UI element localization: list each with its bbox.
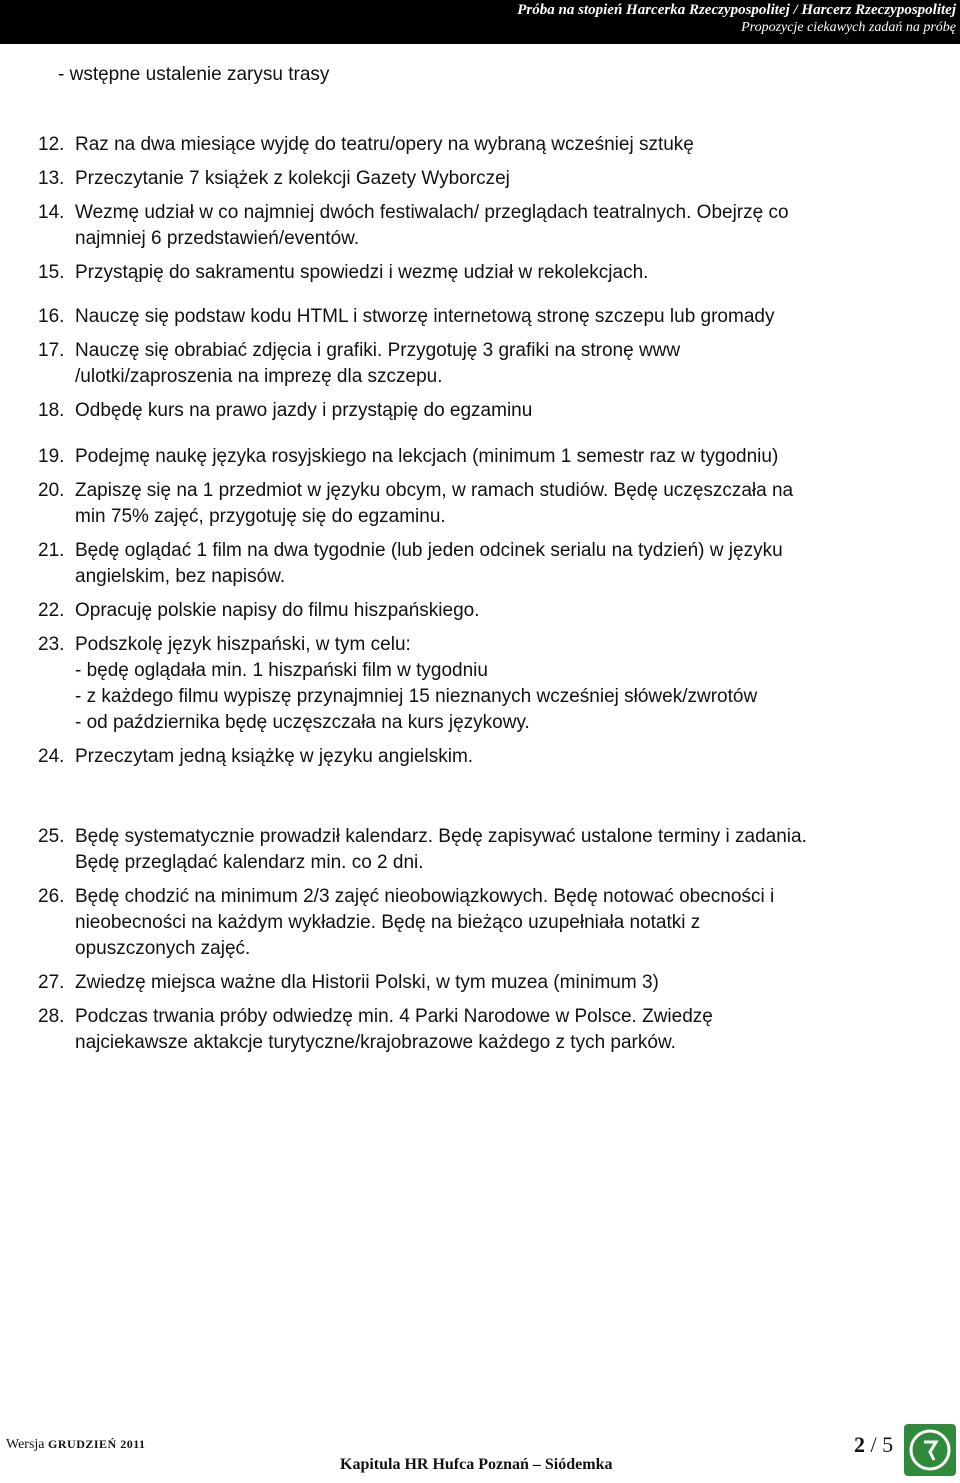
item-text-line: Nauczę się podstaw kodu HTML i stworzę internetową stronę szczepu lub gromady [75,306,775,327]
item-text-line: - będę oglądała min. 1 hiszpański film w tygodniu [75,660,488,681]
list-item [38,538,953,590]
item-text-line: Będę systematycznie prowadził kalendarz. Będę zapisywać ustalone terminy i zadania. [75,826,807,847]
item-text [75,478,953,530]
item-text [75,538,953,590]
item-text-line: Zwiedzę miejsca ważne dla Historii Polski, w tym muzea (minimum 3) [75,972,659,993]
list-item [38,884,953,962]
item-text-line: min 75% zajęć, przygotuję się do egzaminu. [75,506,446,527]
scout-logo-icon [904,1424,956,1476]
item-text [75,598,953,624]
list-item [38,260,953,286]
header-title: Próba na stopień Harcerka Rzeczypospolitej / Harcerz Rzeczypospolitej [517,2,956,18]
intro-line: - wstępne ustalenie zarysu trasy [58,64,330,85]
page-current: 2 [854,1432,865,1457]
item-text [75,200,953,252]
list-item [38,398,953,424]
item-number: 19. [38,446,65,467]
item-text-line: najciekawsze aktakcje turytyczne/krajobrazowe każdego z tych parków. [75,1032,676,1053]
list-item [38,1004,953,1056]
item-text [75,338,953,390]
item-number: 12. [38,134,65,155]
footer-org: Kapitula HR Hufca Poznań – Siódemka [340,1456,613,1473]
page-number [854,1432,893,1458]
task-list [38,132,953,1056]
item-text-line: angielskim, bez napisów. [75,566,286,587]
list-item [38,132,953,158]
item-text-line: Przeczytam jedną książkę w języku angielskim. [75,746,474,767]
page-separator: / [870,1432,877,1457]
item-text-line: Przeczytanie 7 książek z kolekcji Gazety Wyborczej [75,168,510,189]
item-text-line: opuszczonych zajęć. [75,938,251,959]
list-item [38,166,953,192]
list-item [38,598,953,624]
item-text [75,744,953,770]
list-item [38,304,953,330]
item-number: 24. [38,746,65,767]
item-number: 21. [38,540,65,561]
item-number: 18. [38,400,65,421]
item-text-line: /ulotki/zaproszenia na imprezę dla szczepu. [75,366,443,387]
item-number: 23. [38,634,65,655]
page-total: 5 [882,1432,894,1457]
item-text [75,1004,953,1056]
header-subtitle: Propozycje ciekawych zadań na próbę [741,20,956,35]
item-text [75,632,953,736]
document-body [38,62,953,1064]
item-number: 27. [38,972,65,993]
item-text-line: najmniej 6 przedstawień/eventów. [75,228,360,249]
list-item [38,200,953,252]
item-text-line: Nauczę się obrabiać zdjęcia i grafiki. Przygotuję 3 grafiki na stronę www [75,340,681,361]
item-text-line: Będę chodzić na minimum 2/3 zajęć nieobowiązkowych. Będę notować obecności i [75,886,775,907]
version-month: GRUDZIEŃ 2011 [48,1437,146,1451]
item-text [75,444,953,470]
item-text-line: Przystąpię do sakramentu spowiedzi i wezmę udział w rekolekcjach. [75,262,649,283]
item-text [75,824,953,876]
item-text [75,970,953,996]
item-text [75,304,953,330]
item-text-line: Zapiszę się na 1 przedmiot w języku obcym, w ramach studiów. Będę uczęszczała na [75,480,794,501]
item-text-line: - od października będę uczęszczała na kurs językowy. [75,712,530,733]
item-text-line: Opracuję polskie napisy do filmu hiszpańskiego. [75,600,480,621]
item-text [75,884,953,962]
item-number: 28. [38,1006,65,1027]
item-text-line: Wezmę udział w co najmniej dwóch festiwalach/ przeglądach teatralnych. Obejrzę co [75,202,789,223]
item-number: 25. [38,826,65,847]
footer-version [6,1437,146,1453]
item-number: 26. [38,886,65,907]
item-text-line: Będę przeglądać kalendarz min. co 2 dni. [75,852,424,873]
version-label: Wersja [6,1437,45,1452]
item-text [75,132,953,158]
item-number: 22. [38,600,65,621]
item-text-line: Odbędę kurs na prawo jazdy i przystąpię do egzaminu [75,400,533,421]
item-text-line: Będę oglądać 1 film na dwa tygodnie (lub jeden odcinek serialu na tydzień) w języku [75,540,783,561]
item-text-line: Podczas trwania próby odwiedzę min. 4 Parki Narodowe w Polsce. Zwiedzę [75,1006,713,1027]
item-text-line: nieobecności na każdym wykładzie. Będę na bieżąco uzupełniała notatki z [75,912,701,933]
item-number: 20. [38,480,65,501]
item-text-line: Podejmę naukę języka rosyjskiego na lekcjach (minimum 1 semestr raz w tygodniu) [75,446,779,467]
list-item [38,744,953,770]
item-text-line: Raz na dwa miesiące wyjdę do teatru/opery na wybraną wcześniej sztukę [75,134,694,155]
page-header [0,0,960,44]
list-item [38,338,953,390]
item-number: 16. [38,306,65,327]
item-number: 17. [38,340,65,361]
item-number: 15. [38,262,65,283]
item-text [75,398,953,424]
list-item [38,478,953,530]
item-text [75,260,953,286]
list-item [38,824,953,876]
list-item [38,970,953,996]
list-item [38,444,953,470]
list-item [38,632,953,736]
item-number: 13. [38,168,65,189]
item-text-line: Podszkolę język hiszpański, w tym celu: [75,634,411,655]
item-text-line: - z każdego filmu wypiszę przynajmniej 15 nieznanych wcześniej słówek/zwrotów [75,686,758,707]
item-text [75,166,953,192]
item-number: 14. [38,202,65,223]
